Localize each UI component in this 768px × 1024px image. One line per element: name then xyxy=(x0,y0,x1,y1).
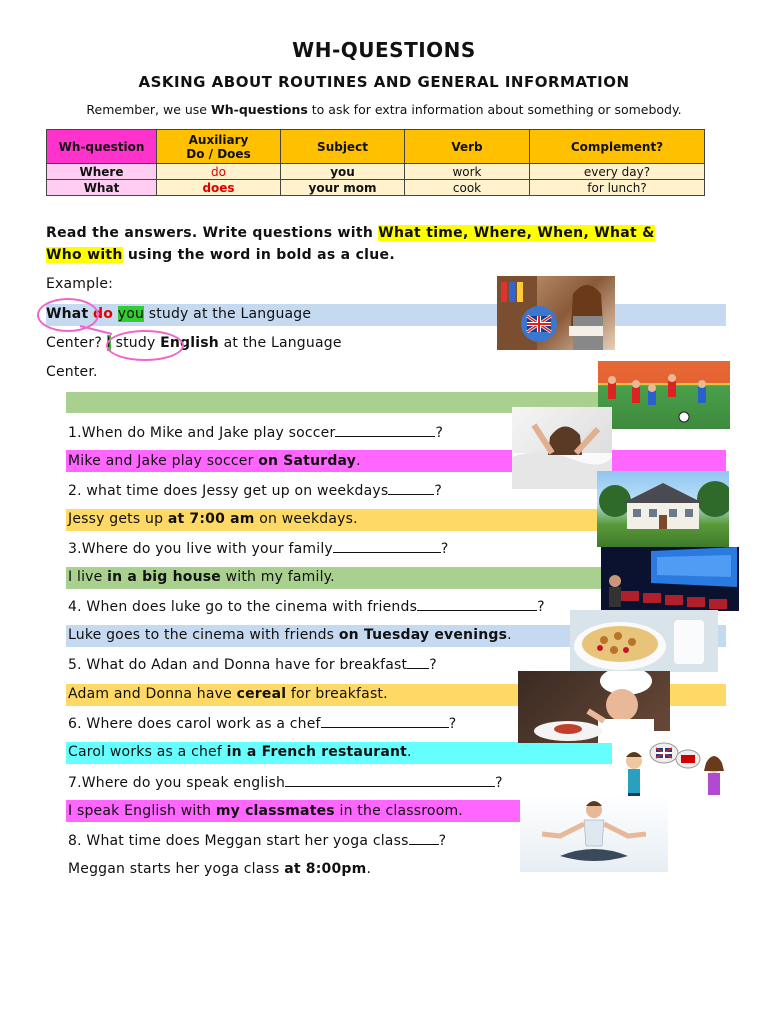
example-rest1: study at the Language xyxy=(144,306,312,322)
question-mark: ? xyxy=(429,657,437,673)
connector-line xyxy=(78,322,118,338)
instructions-highlight-2: Who with xyxy=(46,247,123,263)
remember-text: Remember, we use xyxy=(86,102,211,117)
cell-subject: your mom xyxy=(281,180,405,196)
remember-text-end: to ask for extra information about something or somebody. xyxy=(307,102,682,117)
header-auxiliary-line2: Do / Does xyxy=(186,146,251,161)
question-7 xyxy=(68,774,503,791)
answer-blank[interactable] xyxy=(409,832,439,845)
instructions xyxy=(46,222,716,266)
answer-blank[interactable] xyxy=(333,540,441,553)
answer-blank[interactable] xyxy=(407,656,429,669)
cereal-photo xyxy=(570,610,718,672)
instructions-highlight: What time, Where, When, What & xyxy=(378,225,655,241)
question-1 xyxy=(68,424,443,441)
answer-clue: at 8:00pm xyxy=(284,861,367,877)
example-i: I xyxy=(106,335,111,351)
example-study: study xyxy=(110,335,161,351)
question-text: 2. what time does Jessy get up on weekdays xyxy=(68,483,389,499)
instructions-text: Read the answers. Write questions with xyxy=(46,225,379,241)
answer-blank[interactable] xyxy=(417,598,537,611)
question-text: 8. What time does Meggan start her yoga class xyxy=(68,833,409,849)
question-5 xyxy=(68,656,437,673)
cell-complement: every day? xyxy=(530,164,705,180)
answer-8 xyxy=(68,861,371,877)
question-4 xyxy=(68,598,545,615)
question-text: 4. When does luke go to the cinema with friends xyxy=(68,599,418,615)
question-text: 6. Where does carol work as a chef xyxy=(68,716,321,732)
cartoon-speakers-image xyxy=(612,731,736,805)
question-6 xyxy=(68,715,456,732)
header-wh-question: Wh-question xyxy=(47,130,157,164)
example-label: Example: xyxy=(46,276,114,292)
answer-clue: my classmates xyxy=(215,803,335,819)
answer-text: I speak English with xyxy=(68,803,216,819)
cell-verb: work xyxy=(405,164,530,180)
answer-end: on weekdays. xyxy=(254,511,358,527)
answer-end: for breakfast. xyxy=(286,686,388,702)
cinema-photo xyxy=(601,547,739,611)
page-subtitle: ASKING ABOUT ROUTINES AND GENERAL INFORMATION xyxy=(138,73,630,91)
cell-complement: for lunch? xyxy=(530,180,705,196)
answer-blank[interactable] xyxy=(335,424,435,437)
answer-end: . xyxy=(507,627,512,643)
question-text: 3.Where do you live with your family xyxy=(68,541,333,557)
question-mark: ? xyxy=(440,541,449,557)
answer-1 xyxy=(68,453,361,469)
answer-end: with my family. xyxy=(220,569,335,585)
example-do: do xyxy=(93,306,114,322)
answer-end: . xyxy=(366,861,372,877)
answer-text: I live xyxy=(68,569,108,585)
question-mark: ? xyxy=(434,483,443,499)
question-text: 5. What do Adan and Donna have for breakfast xyxy=(68,657,408,673)
answer-text: Jessy gets up xyxy=(68,511,168,527)
question-text: 7.Where do you speak english xyxy=(68,775,286,791)
student-reading-photo xyxy=(497,276,615,350)
answer-text: Mike and Jake play soccer xyxy=(68,453,259,469)
answer-clue: on Saturday xyxy=(258,453,357,469)
example-end: Center. xyxy=(46,364,98,380)
answer-clue: on Tuesday evenings xyxy=(338,627,508,643)
question-mark: ? xyxy=(435,425,444,441)
question-3 xyxy=(68,540,449,557)
example-english: English xyxy=(160,335,219,351)
header-verb: Verb xyxy=(405,130,530,164)
answer-3 xyxy=(68,569,335,585)
answer-6 xyxy=(68,744,412,760)
kids-soccer-photo xyxy=(598,361,730,429)
question-text: 1.When do Mike and Jake play soccer xyxy=(68,425,336,441)
answer-blank[interactable] xyxy=(388,482,434,495)
page-title: WH-QUESTIONS xyxy=(292,38,476,62)
answer-text: Luke goes to the cinema with friends xyxy=(68,627,339,643)
remember-note xyxy=(0,102,768,117)
answer-blank[interactable] xyxy=(321,715,449,728)
example-you: you xyxy=(117,306,145,322)
answer-5 xyxy=(68,686,388,702)
answer-clue: cereal xyxy=(236,686,287,702)
answer-2 xyxy=(68,511,358,527)
header-auxiliary-line1: Auxiliary xyxy=(188,132,249,147)
instructions-text-end: using the word in bold as a clue. xyxy=(122,247,395,263)
answer-end: . xyxy=(407,744,412,760)
answer-clue: at 7:00 am xyxy=(167,511,255,527)
answer-clue: in a French restaurant xyxy=(226,744,408,760)
wh-table xyxy=(46,129,705,196)
cell-verb: cook xyxy=(405,180,530,196)
cell-wh: What xyxy=(47,180,157,196)
example-rest3: at the Language xyxy=(218,335,342,351)
question-mark: ? xyxy=(537,599,545,615)
header-auxiliary xyxy=(157,130,281,164)
answer-end: in the classroom. xyxy=(334,803,463,819)
answer-blank[interactable] xyxy=(285,774,495,787)
table-row xyxy=(47,180,705,196)
cell-aux: do xyxy=(157,164,281,180)
header-complement: Complement? xyxy=(530,130,705,164)
question-8 xyxy=(68,832,446,849)
answer-text: Carol works as a chef xyxy=(68,744,227,760)
cell-aux: does xyxy=(157,180,281,196)
example-what: What xyxy=(46,306,89,322)
answer-text: Meggan starts her yoga class xyxy=(68,861,285,877)
answer-4 xyxy=(68,627,512,643)
example-rest2: Center? xyxy=(46,335,107,351)
question-mark: ? xyxy=(495,775,503,791)
cell-wh: Where xyxy=(47,164,157,180)
table-row xyxy=(47,164,705,180)
big-house-photo xyxy=(597,471,729,547)
question-mark: ? xyxy=(438,833,447,849)
table-header-row xyxy=(47,130,705,164)
yoga-photo xyxy=(520,796,668,872)
answer-7 xyxy=(68,803,463,819)
cell-subject: you xyxy=(281,164,405,180)
answer-text: Adam and Donna have xyxy=(68,686,237,702)
header-subject: Subject xyxy=(281,130,405,164)
remember-bold: Wh-questions xyxy=(210,102,308,117)
answer-clue: in a big house xyxy=(107,569,221,585)
answer-end: . xyxy=(356,453,361,469)
question-2 xyxy=(68,482,442,499)
question-mark: ? xyxy=(448,716,457,732)
